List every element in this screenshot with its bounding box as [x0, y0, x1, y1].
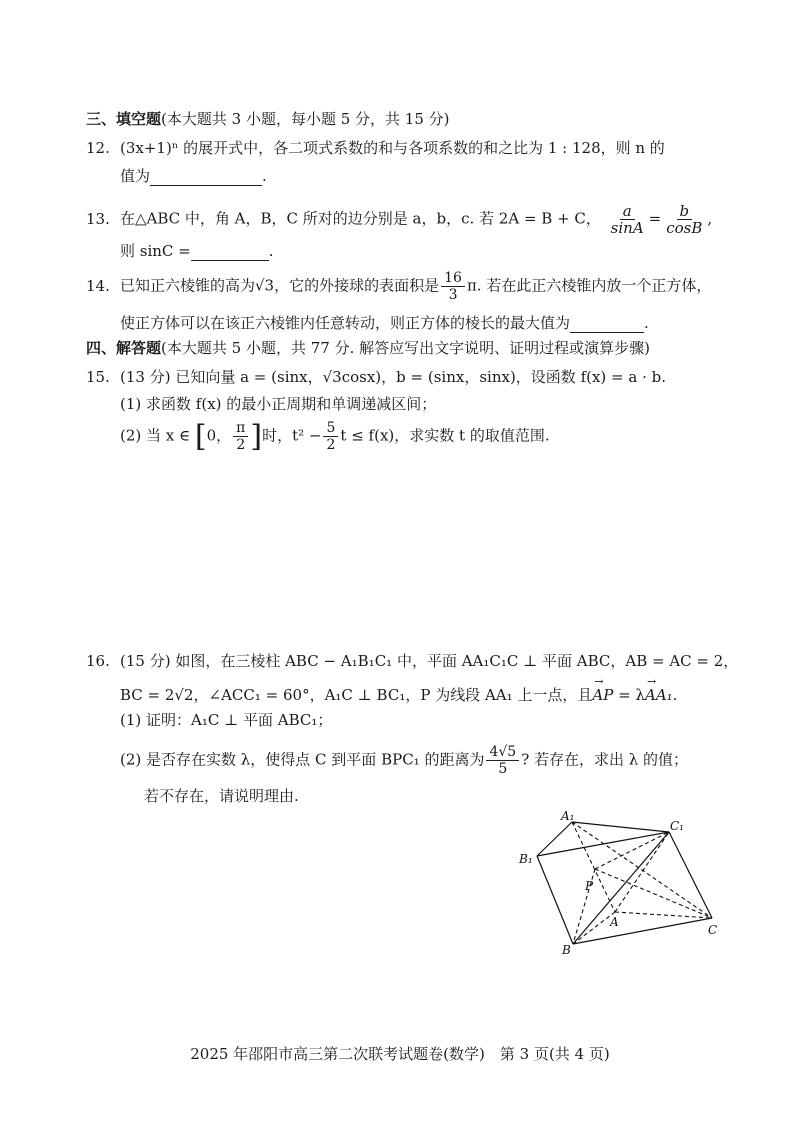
- fraction-16-over-3: [441, 270, 465, 303]
- question-number: 15.: [86, 368, 110, 386]
- fraction-5-over-2: [323, 420, 338, 453]
- frac-num: b: [677, 203, 693, 220]
- question-16-part2: [120, 744, 688, 777]
- q12-line2: 值为: [120, 167, 151, 185]
- edge-B1C1: [537, 832, 669, 856]
- question-16-part1: [120, 709, 332, 730]
- question-16-part2-line2: [144, 785, 299, 806]
- label-B: B: [562, 943, 571, 957]
- q15-part1-text: (1) 求函数 f(x) 的最小正周期和单调递减区间；: [120, 395, 437, 413]
- section-3-title: 三、填空题: [86, 110, 162, 128]
- fraction-b-over-cosB: [663, 203, 705, 236]
- q14-line2: 使正方体可以在该正六棱锥内任意转动，则正方体的棱长的最大值为: [120, 314, 571, 332]
- question-15-part2: [120, 420, 550, 453]
- right-bracket: ]: [250, 418, 263, 454]
- section-3-note: (本大题共 3 小题，每小题 5 分，共 15 分): [161, 110, 450, 128]
- q16-line2a: BC = 2√2，∠ACC₁ = 60°，A₁C ⊥ BC₁，P 为线段 AA₁ 上一点，且: [120, 686, 593, 704]
- q16-part1-text: (1) 证明：A₁C ⊥ 平面 ABC₁；: [120, 711, 333, 729]
- segment-AC1: [615, 832, 669, 912]
- frac-num: π: [233, 420, 248, 437]
- edge-C1C: [669, 832, 712, 918]
- section-3-header: [86, 108, 450, 129]
- label-A: A: [610, 915, 619, 929]
- frac-den: sinA: [610, 219, 644, 237]
- frac-den: cosB: [666, 219, 703, 237]
- edge-A1A: [572, 822, 615, 912]
- frac-den: 3: [448, 287, 458, 303]
- edge-A1C1: [572, 822, 669, 832]
- q12-period: .: [262, 167, 267, 185]
- fraction-a-over-sinA: [608, 203, 647, 236]
- question-number: 16.: [86, 652, 110, 670]
- answer-blank-13[interactable]: [191, 242, 269, 261]
- edge-AB: [573, 912, 615, 944]
- question-16-line2: [120, 684, 677, 705]
- answer-blank-14[interactable]: [570, 314, 644, 333]
- question-15-part1: [120, 393, 436, 414]
- frac-num: 4√5: [486, 744, 519, 761]
- frac-den: 2: [326, 437, 336, 453]
- segment-PC: [595, 869, 712, 918]
- q15-part2c: t ≤ f(x)，求实数 t 的取值范围.: [340, 426, 550, 445]
- question-16: [86, 650, 738, 671]
- q14-line1a: 已知正六棱锥的高为√3，它的外接球的表面积是: [120, 276, 440, 295]
- q15-part2b: 时，t² −: [262, 426, 322, 445]
- question-13-line2: [120, 240, 274, 261]
- q12-line1: (3x+1)ⁿ 的展开式中，各二项式系数的和与各项系数的和之比为 1 : 128，则 n 的: [120, 139, 665, 157]
- question-12-line2: [120, 165, 267, 186]
- prism-figure: [510, 808, 735, 958]
- label-P: P: [585, 879, 594, 893]
- vector-AP: → AP: [592, 686, 613, 704]
- q13-period: .: [268, 242, 274, 260]
- label-C1: C₁: [670, 819, 684, 833]
- left-bracket: [: [194, 418, 207, 454]
- q15-line1: (13 分) 已知向量 a = (sinx，√3cosx)，b = (sinx，sinx)，设函数 f(x) = a · b.: [120, 368, 666, 386]
- comma: ,: [707, 209, 713, 228]
- label-A1: A₁: [561, 809, 575, 823]
- interval-left: 0，: [206, 426, 232, 445]
- fraction-pi-over-2: [233, 420, 248, 453]
- q15-part2a: (2) 当 x ∈: [120, 426, 191, 445]
- edge-BC: [573, 918, 712, 944]
- q16-part2a: (2) 是否存在实数 λ，使得点 C 到平面 BPC₁ 的距离为: [120, 750, 485, 769]
- frac-den: 5: [498, 761, 508, 777]
- question-13: [86, 203, 712, 236]
- frac-num: a: [620, 203, 635, 220]
- question-number: 14.: [86, 276, 110, 295]
- q13-line1: 在△ABC 中，角 A，B，C 所对的边分别是 a，b，c. 若 2A = B + C，: [120, 209, 601, 228]
- fraction-4sqrt5-over-5: [486, 744, 519, 777]
- q16-part2-line2-text: 若不存在，请说明理由.: [144, 787, 299, 805]
- q14-period: .: [644, 314, 649, 332]
- q16-period: .: [672, 686, 678, 704]
- section-4-header: [86, 337, 650, 358]
- answer-blank-12[interactable]: [150, 167, 262, 186]
- question-14-line2: [120, 312, 649, 333]
- frac-den: 2: [236, 437, 246, 453]
- label-C: C: [708, 923, 718, 937]
- section-4-title: 四、解答题: [86, 339, 162, 357]
- q16-part2b: ? 若存在，求出 λ 的值；: [521, 750, 689, 769]
- edge-B1B: [537, 856, 573, 944]
- q16-line1: (15 分) 如图，在三棱柱 ABC − A₁B₁C₁ 中，平面 AA₁C₁C ⊥ 平面 ABC，AB = AC = 2，: [120, 652, 739, 670]
- equals-sign: =: [648, 209, 662, 228]
- frac-num: 5: [323, 420, 338, 437]
- vector-AA1: → AA₁: [645, 686, 673, 704]
- q13-line2: 则 sinC =: [120, 242, 191, 260]
- section-4-note: (本大题共 5 小题，共 77 分. 解答应写出文字说明、证明过程或演算步骤): [161, 339, 650, 357]
- question-14: [86, 270, 711, 303]
- edge-AC: [615, 912, 712, 918]
- frac-num: 16: [441, 270, 465, 287]
- label-B1: B₁: [519, 852, 533, 866]
- q14-line1b: π. 若在此正六棱锥内放一个正方体，: [466, 276, 712, 295]
- question-15: [86, 366, 666, 387]
- q16-line2-mid: = λ: [613, 686, 645, 704]
- question-number: 13.: [86, 209, 110, 228]
- question-12: [86, 137, 665, 158]
- question-number: 12.: [86, 139, 110, 157]
- page-footer: 2025 年邵阳市高三第二次联考试题卷(数学) 第 3 页(共 4 页): [190, 1045, 610, 1063]
